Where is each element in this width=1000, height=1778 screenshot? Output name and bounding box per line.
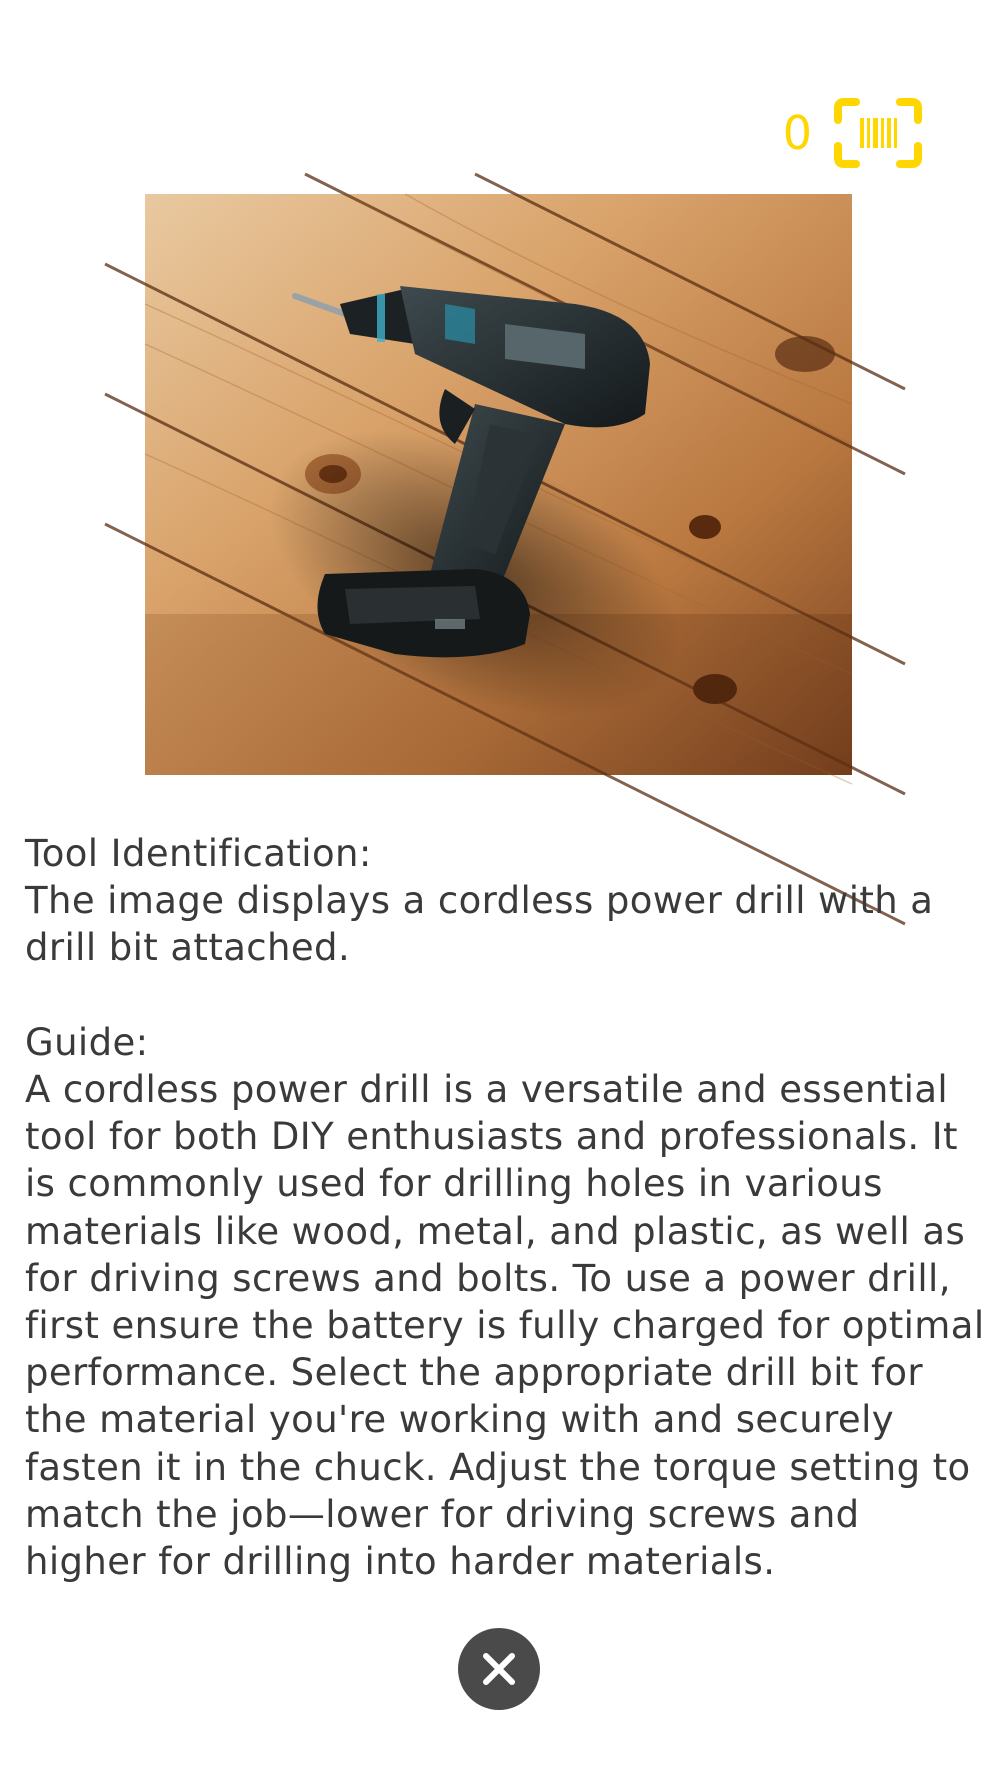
identification-heading: Tool Identification:	[25, 832, 372, 875]
close-button[interactable]	[458, 1628, 540, 1710]
close-icon	[479, 1649, 519, 1689]
tool-description	[25, 830, 997, 1608]
paragraph-spacer	[25, 972, 985, 1019]
identification-text: The image displays a cordless power drill with a drill bit attached.	[25, 879, 946, 970]
product-image	[145, 194, 852, 775]
guide-text: A cordless power drill is a versatile and essential tool for both DIY enthusiasts and professionals. It is commonly used for drilling holes in various materials like wood, metal, and plastic, as well as for driving screws and bolts. To use a power drill, first ensure the battery is fully charged for optimal performance. Select the appropriate drill bit for the material you're working with and securely fasten it in the chuck. Adjust the torque setting to match the job—lower for driving screws and higher for drilling into harder materials.	[25, 1068, 997, 1584]
scan-count: 0	[782, 106, 812, 160]
guide-heading: Guide:	[25, 1020, 149, 1064]
scan-counter	[783, 96, 924, 170]
barcode-scan-icon[interactable]	[832, 96, 924, 170]
power-drill-image	[145, 194, 852, 775]
